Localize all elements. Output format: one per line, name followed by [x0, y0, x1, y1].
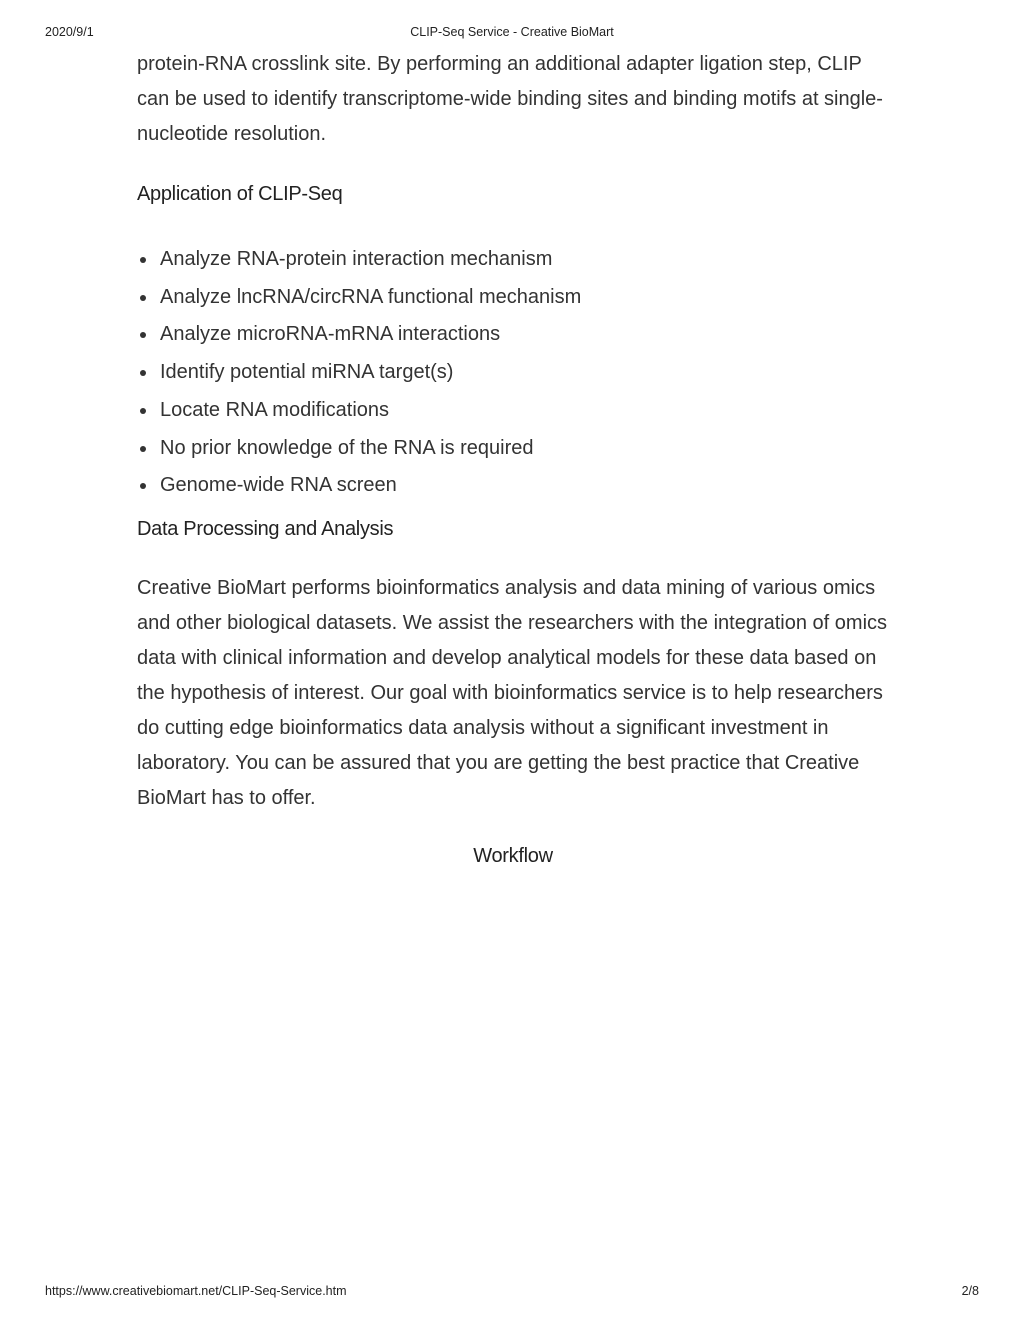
print-url: https://www.creativebiomart.net/CLIP-Seq-Service.htm [45, 1284, 347, 1298]
application-heading: Application of CLIP-Seq [137, 183, 343, 205]
bullet-icon [140, 257, 146, 263]
list-item [137, 241, 889, 279]
list-item [137, 316, 889, 354]
print-date: 2020/9/1 [45, 25, 94, 39]
bullet-icon [140, 332, 146, 338]
list-item-text: Genome-wide RNA screen [160, 474, 397, 497]
list-item-text: Locate RNA modifications [160, 398, 390, 421]
application-list [137, 241, 889, 505]
main-content [137, 47, 889, 870]
list-item-text: Analyze lncRNA/circRNA functional mechanism [160, 285, 582, 308]
page-number: 2/8 [961, 1284, 979, 1298]
list-item [137, 392, 889, 430]
print-footer [0, 1284, 1024, 1300]
bullet-icon [140, 446, 146, 452]
bullet-icon [140, 295, 146, 301]
data-processing-paragraph: Creative BioMart performs bioinformatics analysis and data mining of various omics and other biological datasets. We assist the researchers with the integration of omics data with clinical information and develop analytical models for these data based on the hypothesis of interest. Our goal with bioinformatics service is to help researchers do cutting edge bioinformatics data analysis without a significant investment in laboratory. You can be assured that you are getting the best practice that Creative BioMart has to offer. [137, 576, 888, 809]
list-item-text: Identify potential miRNA target(s) [160, 361, 454, 384]
list-item [137, 467, 889, 505]
bullet-icon [140, 370, 146, 376]
list-item [137, 430, 889, 468]
list-item [137, 279, 889, 317]
list-item [137, 354, 889, 392]
bullet-icon [140, 408, 146, 414]
list-item-text: Analyze microRNA-mRNA interactions [160, 323, 501, 346]
list-item-text: Analyze RNA-protein interaction mechanism [160, 248, 553, 270]
print-page-title: CLIP-Seq Service - Creative BioMart [410, 25, 614, 39]
bullet-icon [140, 483, 146, 489]
data-processing-heading: Data Processing and Analysis [137, 517, 394, 540]
workflow-heading: Workflow [473, 844, 553, 867]
list-item-text: No prior knowledge of the RNA is required [160, 436, 534, 459]
intro-paragraph: protein-RNA crosslink site. By performing an additional adapter ligation step, CLIP can be used to identify transcriptome-wide binding sites and binding motifs at single-nucleotide resolution. [137, 53, 883, 145]
print-header [0, 25, 1024, 41]
